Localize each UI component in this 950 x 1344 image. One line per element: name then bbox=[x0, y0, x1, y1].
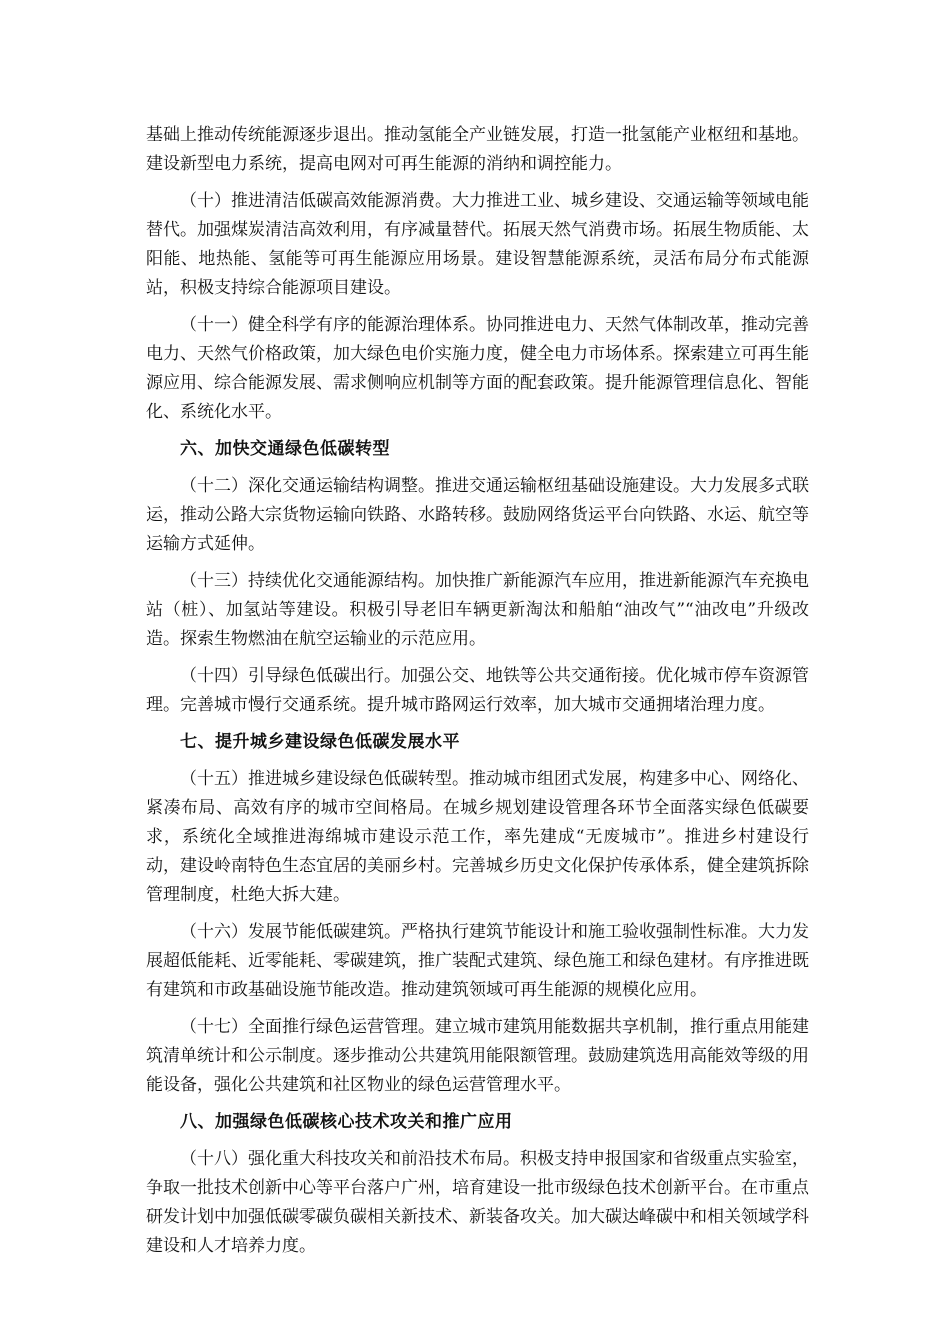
document-page bbox=[146, 121, 809, 1269]
paragraph-item-10: （十）推进清洁低碳高效能源消费。大力推进工业、城乡建设、交通运输等领域电能替代。加强煤炭清洁高效利用，有序减量替代。拓展天然气消费市场。拓展生物质能、太阳能、地热能、氢能等可再生能源应用场景。建设智慧能源系统，灵活布局分布式能源站，积极支持综合能源项目建设。 bbox=[146, 191, 809, 298]
section-heading-8: 八、加强绿色低碳核心技术攻关和推广应用 bbox=[180, 1112, 513, 1132]
paragraph-continuation: 基础上推动传统能源逐步退出。推动氢能全产业链发展，打造一批氢能产业枢纽和基地。建设新型电力系统，提高电网对可再生能源的消纳和调控能力。 bbox=[146, 125, 809, 174]
paragraph-item-18: （十八）强化重大科技攻关和前沿技术布局。积极支持申报国家和省级重点实验室，争取一批技术创新中心等平台落户广州，培育建设一批市级绿色技术创新平台。在市重点研发计划中加强低碳零碳负碳相关新技术、新装备攻关。加大碳达峰碳中和相关领域学科建设和人才培养力度。 bbox=[146, 1149, 809, 1256]
paragraph-item-11: （十一）健全科学有序的能源治理体系。协同推进电力、天然气体制改革，推动完善电力、天然气价格政策，加大绿色电价实施力度，健全电力市场体系。探索建立可再生能源应用、综合能源发展、需求侧响应机制等方面的配套政策。提升能源管理信息化、智能化、系统化水平。 bbox=[146, 315, 809, 422]
section-heading-7: 七、提升城乡建设绿色低碳发展水平 bbox=[180, 732, 460, 752]
paragraph-item-15: （十五）推进城乡建设绿色低碳转型。推动城市组团式发展，构建多中心、网络化、紧凑布局、高效有序的城市空间格局。在城乡规划建设管理各环节全面落实绿色低碳要求，系统化全域推进海绵城市建设示范工作，率先建成“无废城市”。推进乡村建设行动，建设岭南特色生态宜居的美丽乡村。完善城乡历史文化保护传承体系，健全建筑拆除管理制度，杜绝大拆大建。 bbox=[146, 769, 809, 905]
paragraph-item-14: （十四）引导绿色低碳出行。加强公交、地铁等公共交通衔接。优化城市停车资源管理。完善城市慢行交通系统。提升城市路网运行效率，加大城市交通拥堵治理力度。 bbox=[146, 666, 809, 715]
paragraph-item-17: （十七）全面推行绿色运营管理。建立城市建筑用能数据共享机制，推行重点用能建筑清单统计和公示制度。逐步推动公共建筑用能限额管理。鼓励建筑选用高能效等级的用能设备，强化公共建筑和社区物业的绿色运营管理水平。 bbox=[146, 1017, 809, 1095]
paragraph-item-12: （十二）深化交通运输结构调整。推进交通运输枢纽基础设施建设。大力发展多式联运，推动公路大宗货物运输向铁路、水路转移。鼓励网络货运平台向铁路、水运、航空等运输方式延伸。 bbox=[146, 476, 809, 554]
section-heading-6: 六、加快交通绿色低碳转型 bbox=[180, 439, 390, 459]
paragraph-item-16: （十六）发展节能低碳建筑。严格执行建筑节能设计和施工验收强制性标准。大力发展超低能耗、近零能耗、零碳建筑，推广装配式建筑、绿色施工和绿色建材。有序推进既有建筑和市政基础设施节能改造。推动建筑领域可再生能源的规模化应用。 bbox=[146, 922, 809, 1000]
paragraph-item-13: （十三）持续优化交通能源结构。加快推广新能源汽车应用，推进新能源汽车充换电站（桩）、加氢站等建设。积极引导老旧车辆更新淘汰和船舶“油改气”“油改电”升级改造。探索生物燃油在航空运输业的示范应用。 bbox=[146, 571, 809, 649]
